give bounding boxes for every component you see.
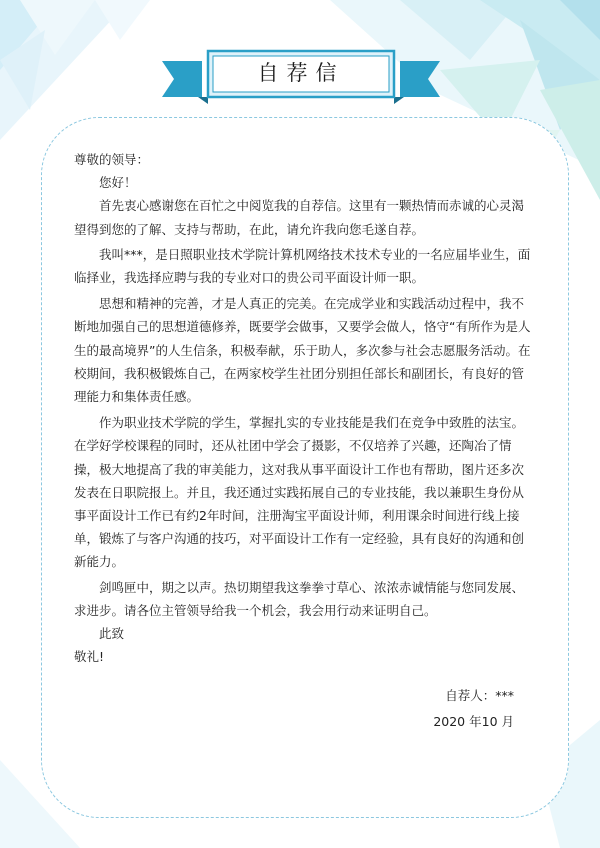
greeting: 您好！ — [99, 175, 137, 191]
paragraph: 思想和精神的完善，才是人真正的完美。在完成学业和实践活动过程中，我不断地加强自己的思想道德修养，既要学会做事，又要学会做人，恪守“有所作为是人生的最高境界”的人生信条，积极奉献，乐于助人，多次参与社会志愿服务活动。在校期间，我积极锻炼自己，在两家校学生社团分别担任部长和副团长，有良好的管理能力和集体责任感。 — [74, 296, 531, 405]
signature-block — [433, 683, 514, 735]
date: 2020 年10 月 — [433, 714, 514, 729]
page-title: 自荐信 — [257, 61, 345, 85]
signature: 自荐人：*** — [445, 688, 514, 703]
closing: 此致 — [99, 626, 125, 642]
paragraph: 我叫***，是日照职业技术学院计算机网络技术技术专业的一名应届毕业生，面临择业，我选择应聘与我的专业对口的贵公司平面设计师一职。 — [74, 246, 531, 286]
regards: 敬礼! — [74, 649, 105, 665]
paragraph: 作为职业技术学院的学生，掌握扎实的专业技能是我们在竞争中致胜的法宝。在学好学校课程的同时，还从社团中学会了摄影，不仅培养了兴趣，还陶冶了情操，极大地提高了我的审美能力，这对我从事平面设计工作也有帮助，图片还多次发表在日职院报上。并且，我还通过实践拓展自己的专业技能，我以兼职生身份从事平面设计工作已有约2年时间，注册淘宝平面设计师，利用课余时间进行线上接单，锻炼了与客户沟通的技巧，对平面设计工作有一定经验，具有良好的沟通和创新能力。 — [74, 415, 525, 570]
paragraph: 首先衷心感谢您在百忙之中阅览我的自荐信。这里有一颗热情而赤诚的心灵渴望得到您的了解、支持与帮助，在此，请允许我向您毛遂自荐。 — [74, 198, 525, 237]
paragraph: 剑鸣匣中，期之以声。热切期望我这拳拳寸草心、浓浓赤诚情能与您同发展、求进步。请各位主管领导给我一个机会，我会用行动来证明自己。 — [74, 579, 525, 618]
salutation: 尊敬的领导： — [74, 152, 150, 167]
letter-body — [74, 148, 536, 668]
